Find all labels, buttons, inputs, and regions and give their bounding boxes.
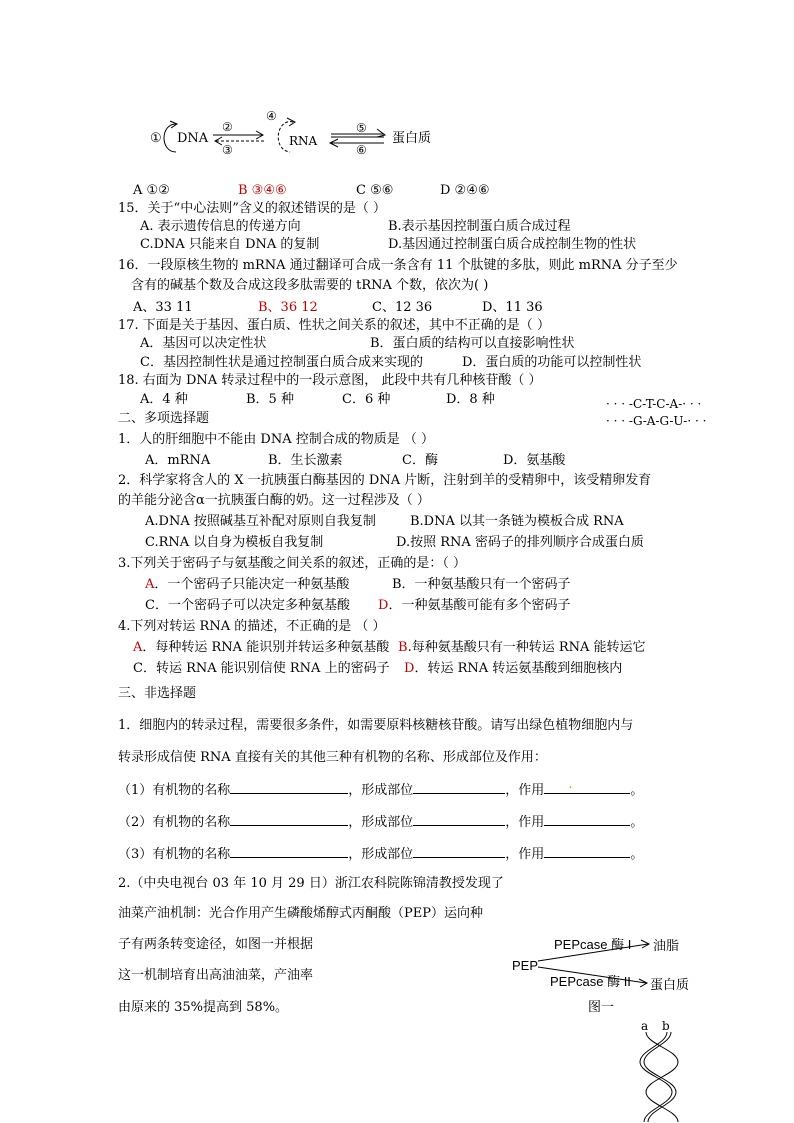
s2-q3-option-a-letter: A — [145, 577, 155, 592]
q16-option-b: B、36 12 — [258, 300, 318, 315]
s3-row-3-label: （3）有机物的名称 — [118, 847, 231, 862]
s2-q1-option-b: B．生长激素 — [268, 453, 343, 468]
q14-option-a: A ①② — [133, 183, 170, 198]
enzyme-1-label: PEPcase 酶 I — [554, 937, 632, 952]
q16-option-d: D、11 36 — [482, 300, 543, 315]
s2-q2-option-c: C.RNA 以自身为模板自我复制 — [145, 535, 324, 550]
q18-option-d: D．8 种 — [446, 392, 495, 407]
sequence-strand-1: · · · -C-T-C-A-· · · — [606, 397, 702, 411]
q16-option-c: C、12 36 — [372, 300, 433, 315]
s3-row-1-label: （1）有机物的名称 — [118, 783, 231, 798]
s3-row-2-func-label: ，作用 — [505, 815, 545, 830]
q15-stem: 15．关于“中心法则”含义的叙述错误的是（ ） — [118, 201, 386, 216]
s3-q2-line3: 子有两条转变途径，如图一并根据 — [118, 937, 314, 952]
s2-q4-option-a-text: ．每种转运 RNA 能识别并转运多种氨基酸 — [142, 640, 390, 655]
s2-q2-option-d: D.按照 RNA 密码子的排列顺序合成蛋白质 — [396, 535, 644, 550]
s2-q2-stem-line2: 的羊能分泌含α一抗胰蛋白酶的奶。这一过程涉及（ ） — [118, 493, 430, 508]
process-4-label: ④ — [266, 109, 277, 123]
s3-row-1-end: 。 — [630, 783, 644, 798]
dna-label: DNA — [177, 131, 209, 146]
s2-q4-option-d-letter: D — [404, 661, 415, 676]
s2-q1-option-a: A．mRNA — [145, 453, 211, 468]
s2-q3-stem: 3.下列关于密码子与氨基酸之间关系的叙述，正确的是：（ ） — [118, 556, 467, 571]
q14-option-c: C ⑤⑥ — [356, 183, 394, 198]
process-2-label: ② — [222, 120, 233, 134]
protein-label: 蛋白质 — [392, 131, 432, 146]
s3-q2-line2: 油菜产油机制：光合作用产生磷酸烯醇式丙酮酸（PEP）运向种 — [118, 906, 483, 921]
s2-q3-option-b: B．一种氨基酸只有一个密码子 — [392, 577, 571, 592]
s3-row-3-end: 。 — [630, 847, 644, 862]
rna-label: RNA — [289, 134, 318, 148]
s3-q2-line5: 由原来的 35%提高到 58%。 — [118, 1000, 289, 1015]
process-6-label: ⑥ — [356, 143, 367, 157]
process-5-label: ⑤ — [356, 121, 367, 135]
sequence-strand-2: · · · -G-A-G-U-· · · — [606, 414, 707, 428]
s3-q2-line1: 2.（中央电视台 03 年 10 月 29 日）浙江农科院陈锦清教授发现了 — [118, 876, 504, 891]
s2-q4-stem: 4.下列对转运 RNA 的描述，不正确的是 （ ） — [118, 619, 386, 634]
s2-q4-option-a-letter: A — [133, 640, 143, 655]
q18-option-a: A．4 种 — [140, 392, 188, 407]
s2-q1-option-d: D．氨基酸 — [503, 453, 566, 468]
s2-q2-option-a: A.DNA 按照碱基互补配对原则自我复制 — [145, 514, 376, 529]
s2-q1-stem: 1．人的肝细胞中不能由 DNA 控制合成的物质是 （ ） — [118, 432, 434, 447]
s3-row-3-site-label: ，形成部位 — [348, 847, 414, 862]
s2-q4-option-d-text: ．转运 RNA 转运氨基酸到细胞核内 — [414, 661, 623, 676]
process-3-label: ③ — [222, 143, 233, 157]
protein-product-label: 蛋白质 — [650, 978, 690, 993]
s2-q4-option-b-text: .每种氨基酸只有一种转运 RNA 能转运它 — [407, 640, 646, 655]
section-3-title: 三、非选择题 — [118, 686, 197, 701]
figure-1-caption: 图一 — [588, 1000, 615, 1015]
s2-q3-option-d-text: ．一种氨基酸可能有多个密码子 — [388, 598, 571, 613]
s2-q3-option-a-text: ．一个密码子只能决定一种氨基酸 — [154, 577, 350, 592]
s2-q4-option-c: C．转运 RNA 能识别信使 RNA 上的密码子 — [133, 661, 390, 676]
s2-q1-option-c: C．酶 — [402, 453, 438, 468]
q17-option-b: B．蛋白质的结构可以直接影响性状 — [370, 336, 575, 351]
process-1-label: ① — [150, 131, 162, 146]
s3-row-1-func-label: ，作用 — [505, 783, 545, 798]
q15-option-b: B.表示基因控制蛋白质合成过程 — [388, 219, 571, 234]
q16-option-a: A、33 11 — [133, 300, 193, 315]
s3-row-2-end: 。 — [630, 815, 644, 830]
s3-row-3-func-label: ，作用 — [505, 847, 545, 862]
q18-stem: 18. 右面为 DNA 转录过程中的一段示意图， 此段中共有几种核苷酸（ ） — [118, 373, 542, 388]
q16-stem-line2: 含有的碱基个数及合成这段多肽需要的 tRNA 个数，依次为( ) — [131, 278, 489, 293]
s3-row-1-site-label: ，形成部位 — [348, 783, 414, 798]
s2-q2-stem-line1: 2．科学家将含人的 X 一抗胰蛋白酶基因的 DNA 片断，注射到羊的受精卵中，该受精卵发育 — [118, 473, 652, 488]
q15-option-d: D.基因通过控制蛋白质合成控制生物的性状 — [388, 237, 637, 252]
q17-option-d: D．蛋白质的功能可以控制性状 — [462, 355, 642, 370]
s3-q1-line1: 1．细胞内的转录过程，需要很多条件，如需要原料核糖核苷酸。请写出绿色植物细胞内与 — [118, 718, 634, 733]
q17-option-a: A．基因可以决定性状 — [140, 336, 267, 351]
section-2-title: 二、多项选择题 — [118, 411, 210, 426]
strand-b-label: b — [662, 1019, 670, 1033]
s2-q3-option-d-letter: D — [378, 598, 389, 613]
s3-q2-line4: 这一机制培育出高油油菜，产油率 — [118, 968, 314, 983]
s2-q4-option-b-letter: B — [398, 640, 408, 655]
q14-option-b: B ③④⑥ — [238, 183, 287, 198]
q18-option-c: C．6 种 — [342, 392, 391, 407]
s3-row-2-site-label: ，形成部位 — [348, 815, 414, 830]
q16-stem-line1: 16．一段原核生物的 mRNA 通过翻译可合成一条含有 11 个肽键的多肽，则此 mRNA 分子至少 — [118, 258, 678, 273]
pep-label: PEP — [512, 958, 539, 973]
strand-a-label: a — [641, 1019, 649, 1033]
oil-label: 油脂 — [653, 939, 680, 954]
s2-q2-option-b: B.DNA 以其一条链为模板合成 RNA — [410, 514, 624, 529]
q18-option-b: B．5 种 — [246, 392, 294, 407]
q17-stem: 17. 下面是关于基因、蛋白质、性状之间关系的叙述，其中不正确的是（ ） — [118, 318, 550, 333]
enzyme-2-label: PEPcase 酶 II — [550, 974, 631, 989]
q15-option-a: A. 表示遗传信息的传递方向 — [140, 219, 301, 234]
q17-option-c: C．基因控制性状是通过控制蛋白质合成来实现的 — [140, 355, 423, 370]
stray-dot: . — [568, 777, 573, 792]
q15-option-c: C.DNA 只能来自 DNA 的复制 — [140, 237, 320, 252]
s3-q1-line2: 转录形成信使 RNA 直接有关的其他三种有机物的名称、形成部位及作用： — [118, 750, 547, 765]
s2-q3-option-c: C．一个密码子可以决定多种氨基酸 — [145, 598, 350, 613]
q14-option-d: D ②④⑥ — [440, 183, 490, 198]
s3-row-2-label: （2）有机物的名称 — [118, 815, 231, 830]
